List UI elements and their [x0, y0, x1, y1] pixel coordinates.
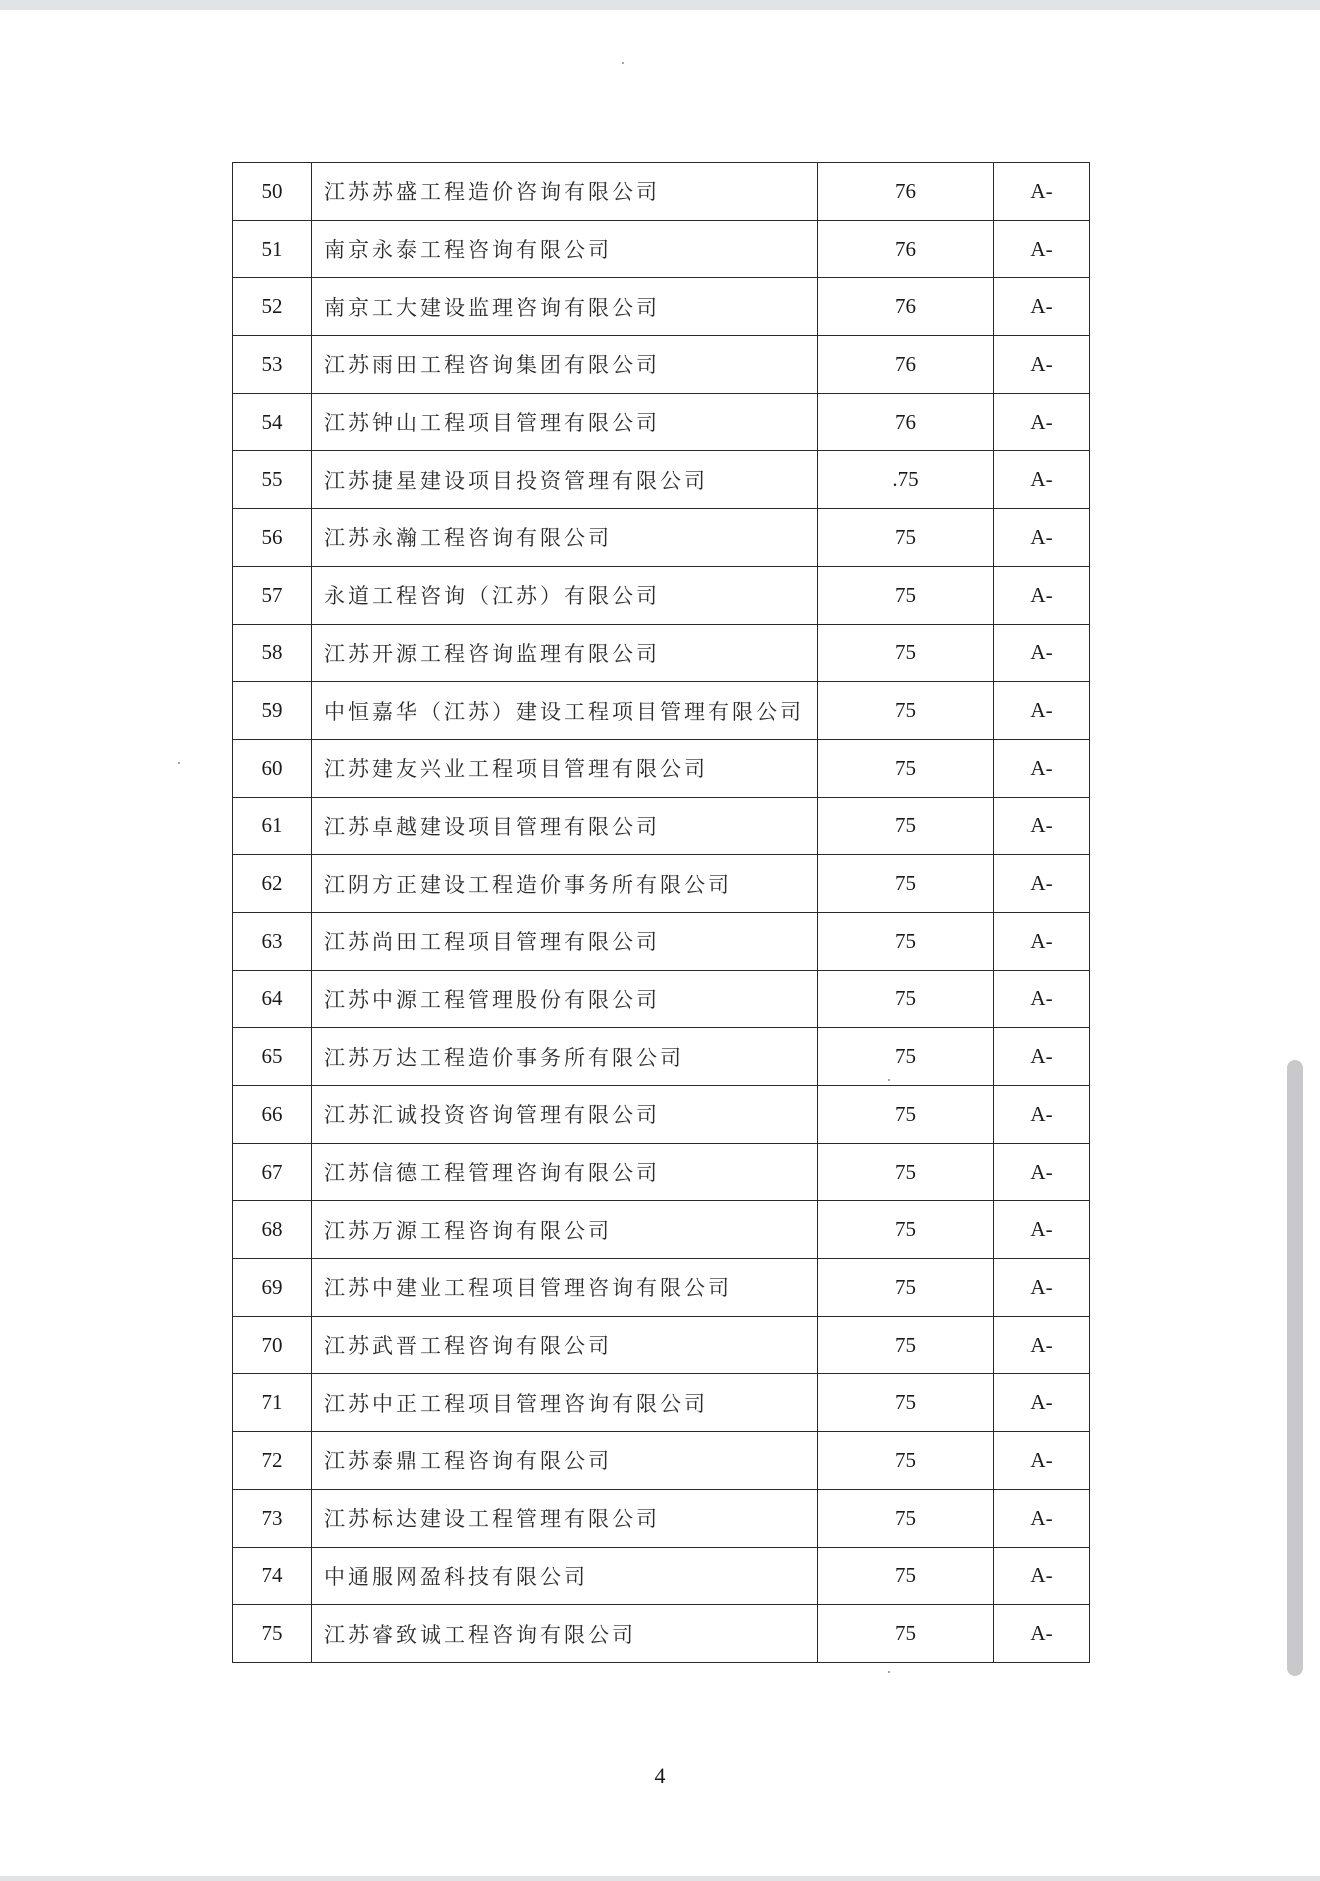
table-row — [233, 1547, 1090, 1605]
score-cell: 76 — [818, 163, 994, 221]
row-number-cell: 67 — [233, 1143, 312, 1201]
grade-cell: A- — [994, 1605, 1090, 1663]
scan-speck — [178, 762, 180, 764]
row-number-cell: 53 — [233, 336, 312, 394]
table-row — [233, 855, 1090, 913]
row-number-cell: 63 — [233, 912, 312, 970]
grade-cell: A- — [994, 1374, 1090, 1432]
table-row — [233, 336, 1090, 394]
row-number-cell: 69 — [233, 1259, 312, 1317]
row-number-cell: 56 — [233, 509, 312, 567]
grade-cell: A- — [994, 1201, 1090, 1259]
row-number-cell: 62 — [233, 855, 312, 913]
company-name-cell: 中恒嘉华（江苏）建设工程项目管理有限公司 — [312, 682, 818, 740]
grade-cell: A- — [994, 1086, 1090, 1144]
grade-cell: A- — [994, 163, 1090, 221]
table-row — [233, 739, 1090, 797]
score-cell: 75 — [818, 739, 994, 797]
grade-cell: A- — [994, 1316, 1090, 1374]
score-cell: 75 — [818, 1489, 994, 1547]
table-row — [233, 797, 1090, 855]
table-row — [233, 1259, 1090, 1317]
row-number-cell: 66 — [233, 1086, 312, 1144]
company-name-cell: 江苏标达建设工程管理有限公司 — [312, 1489, 818, 1547]
grade-cell: A- — [994, 855, 1090, 913]
score-cell: 75 — [818, 1143, 994, 1201]
table-row — [233, 1028, 1090, 1086]
company-name-cell: 江苏中正工程项目管理咨询有限公司 — [312, 1374, 818, 1432]
score-cell: 76 — [818, 220, 994, 278]
grade-cell: A- — [994, 1259, 1090, 1317]
company-name-cell: 江阴方正建设工程造价事务所有限公司 — [312, 855, 818, 913]
row-number-cell: 50 — [233, 163, 312, 221]
table-row — [233, 912, 1090, 970]
score-cell: 75 — [818, 1432, 994, 1490]
table-row — [233, 624, 1090, 682]
company-name-cell: 江苏万源工程咨询有限公司 — [312, 1201, 818, 1259]
table-row — [233, 163, 1090, 221]
grade-cell: A- — [994, 336, 1090, 394]
score-cell: 76 — [818, 393, 994, 451]
company-name-cell: 中通服网盈科技有限公司 — [312, 1547, 818, 1605]
row-number-cell: 54 — [233, 393, 312, 451]
table-row — [233, 1201, 1090, 1259]
table-row — [233, 1316, 1090, 1374]
table-row — [233, 1489, 1090, 1547]
row-number-cell: 75 — [233, 1605, 312, 1663]
grade-cell: A- — [994, 1547, 1090, 1605]
row-number-cell: 68 — [233, 1201, 312, 1259]
company-name-cell: 南京永泰工程咨询有限公司 — [312, 220, 818, 278]
company-name-cell: 江苏万达工程造价事务所有限公司 — [312, 1028, 818, 1086]
score-cell: 75 — [818, 797, 994, 855]
grade-cell: A- — [994, 624, 1090, 682]
score-cell: 75 — [818, 682, 994, 740]
row-number-cell: 57 — [233, 566, 312, 624]
vertical-scrollbar[interactable] — [1287, 1060, 1303, 1676]
table-row — [233, 220, 1090, 278]
score-cell: .75 — [818, 451, 994, 509]
company-name-cell: 江苏建友兴业工程项目管理有限公司 — [312, 739, 818, 797]
ranking-table — [232, 162, 1090, 1663]
row-number-cell: 61 — [233, 797, 312, 855]
grade-cell: A- — [994, 509, 1090, 567]
row-number-cell: 64 — [233, 970, 312, 1028]
company-name-cell: 江苏中源工程管理股份有限公司 — [312, 970, 818, 1028]
score-cell: 75 — [818, 912, 994, 970]
company-name-cell: 江苏中建业工程项目管理咨询有限公司 — [312, 1259, 818, 1317]
grade-cell: A- — [994, 970, 1090, 1028]
grade-cell: A- — [994, 1028, 1090, 1086]
row-number-cell: 72 — [233, 1432, 312, 1490]
viewer-bottom-band — [0, 1876, 1320, 1881]
row-number-cell: 51 — [233, 220, 312, 278]
table-row — [233, 566, 1090, 624]
company-name-cell: 江苏钟山工程项目管理有限公司 — [312, 393, 818, 451]
company-name-cell: 江苏泰鼎工程咨询有限公司 — [312, 1432, 818, 1490]
grade-cell: A- — [994, 682, 1090, 740]
score-cell: 75 — [818, 509, 994, 567]
company-name-cell: 江苏雨田工程咨询集团有限公司 — [312, 336, 818, 394]
grade-cell: A- — [994, 797, 1090, 855]
score-cell: 75 — [818, 1316, 994, 1374]
row-number-cell: 55 — [233, 451, 312, 509]
company-name-cell: 江苏捷星建设项目投资管理有限公司 — [312, 451, 818, 509]
score-cell: 75 — [818, 1028, 994, 1086]
viewer-top-band — [0, 0, 1320, 10]
score-cell: 75 — [818, 1374, 994, 1432]
score-cell: 75 — [818, 1547, 994, 1605]
score-cell: 75 — [818, 1086, 994, 1144]
ranking-table-body — [233, 163, 1090, 1663]
row-number-cell: 74 — [233, 1547, 312, 1605]
table-row — [233, 393, 1090, 451]
score-cell: 75 — [818, 624, 994, 682]
score-cell: 76 — [818, 336, 994, 394]
score-cell: 76 — [818, 278, 994, 336]
grade-cell: A- — [994, 912, 1090, 970]
row-number-cell: 52 — [233, 278, 312, 336]
score-cell: 75 — [818, 1201, 994, 1259]
grade-cell: A- — [994, 220, 1090, 278]
company-name-cell: 江苏武晋工程咨询有限公司 — [312, 1316, 818, 1374]
company-name-cell: 江苏信德工程管理咨询有限公司 — [312, 1143, 818, 1201]
score-cell: 75 — [818, 970, 994, 1028]
company-name-cell: 江苏卓越建设项目管理有限公司 — [312, 797, 818, 855]
table-row — [233, 509, 1090, 567]
table-row — [233, 1605, 1090, 1663]
score-cell: 75 — [818, 566, 994, 624]
score-cell: 75 — [818, 1605, 994, 1663]
grade-cell: A- — [994, 451, 1090, 509]
row-number-cell: 70 — [233, 1316, 312, 1374]
grade-cell: A- — [994, 393, 1090, 451]
page-number: 4 — [654, 1763, 666, 1788]
row-number-cell: 60 — [233, 739, 312, 797]
company-name-cell: 江苏睿致诚工程咨询有限公司 — [312, 1605, 818, 1663]
company-name-cell: 江苏永瀚工程咨询有限公司 — [312, 509, 818, 567]
grade-cell: A- — [994, 1143, 1090, 1201]
row-number-cell: 59 — [233, 682, 312, 740]
company-name-cell: 南京工大建设监理咨询有限公司 — [312, 278, 818, 336]
grade-cell: A- — [994, 739, 1090, 797]
table-row — [233, 970, 1090, 1028]
company-name-cell: 江苏苏盛工程造价咨询有限公司 — [312, 163, 818, 221]
row-number-cell: 73 — [233, 1489, 312, 1547]
company-name-cell: 江苏汇诚投资咨询管理有限公司 — [312, 1086, 818, 1144]
row-number-cell: 58 — [233, 624, 312, 682]
company-name-cell: 江苏开源工程咨询监理有限公司 — [312, 624, 818, 682]
grade-cell: A- — [994, 1489, 1090, 1547]
table-row — [233, 1086, 1090, 1144]
scan-speck — [622, 62, 624, 64]
table-row — [233, 682, 1090, 740]
scan-speck — [888, 1671, 890, 1673]
table-row — [233, 278, 1090, 336]
score-cell: 75 — [818, 1259, 994, 1317]
grade-cell: A- — [994, 1432, 1090, 1490]
company-name-cell: 江苏尚田工程项目管理有限公司 — [312, 912, 818, 970]
table-row — [233, 451, 1090, 509]
grade-cell: A- — [994, 278, 1090, 336]
table-row — [233, 1143, 1090, 1201]
row-number-cell: 71 — [233, 1374, 312, 1432]
row-number-cell: 65 — [233, 1028, 312, 1086]
table-row — [233, 1374, 1090, 1432]
score-cell: 75 — [818, 855, 994, 913]
table-row — [233, 1432, 1090, 1490]
grade-cell: A- — [994, 566, 1090, 624]
company-name-cell: 永道工程咨询（江苏）有限公司 — [312, 566, 818, 624]
